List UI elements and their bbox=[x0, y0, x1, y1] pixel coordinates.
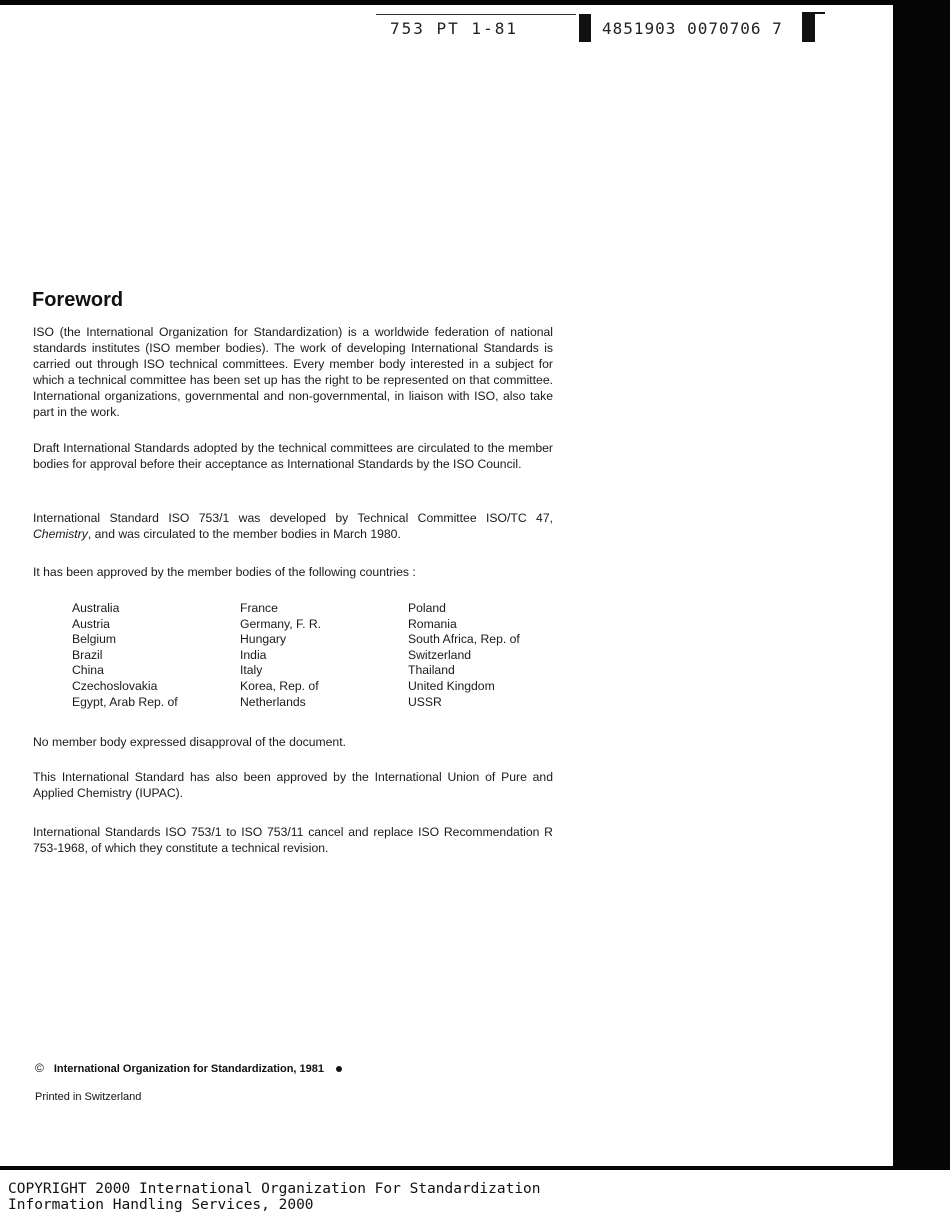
country-item: Poland bbox=[408, 601, 446, 615]
committee-name-italic: Chemistry bbox=[33, 527, 88, 541]
bullet-dot-icon bbox=[336, 1066, 342, 1072]
scan-bottom-edge bbox=[0, 1166, 950, 1170]
country-item: Austria bbox=[72, 616, 110, 631]
country-item: Australia bbox=[72, 601, 120, 615]
country-item: South Africa, Rep. of bbox=[408, 632, 520, 647]
footer-copyright-line: COPYRIGHT 2000 International Organization For Standardization bbox=[8, 1181, 541, 1197]
header-bar-mark bbox=[579, 14, 591, 42]
country-item: Belgium bbox=[72, 632, 117, 647]
country-item: Egypt, Arab Rep. of bbox=[72, 694, 178, 709]
header-code-left: 753 PT 1-81 bbox=[390, 19, 518, 38]
paragraph-cancel-replace: International Standards ISO 753/1 to ISO 753/11 cancel and replace ISO Recommendation R 753-1968, of which they constitute a technical revision. bbox=[33, 825, 553, 855]
country-item: France bbox=[240, 601, 278, 615]
paragraph-iupac: This International Standard has also been approved by the International Union of Pure and Applied Chemistry (IUPAC). bbox=[33, 770, 553, 800]
paragraph-approval-intro: It has been approved by the member bodies of the following countries : bbox=[33, 565, 416, 579]
header-code-right: 4851903 0070706 7 bbox=[602, 19, 783, 38]
country-item: USSR bbox=[408, 694, 442, 709]
country-item: India bbox=[240, 647, 267, 662]
countries-list bbox=[72, 601, 552, 710]
country-item: Czechoslovakia bbox=[72, 678, 158, 693]
country-item: China bbox=[72, 663, 104, 678]
document-footer bbox=[8, 1181, 541, 1213]
paragraph-development-end: , and was circulated to the member bodies in March 1980. bbox=[87, 527, 401, 541]
paragraph-no-disapproval: No member body expressed disapproval of the document. bbox=[33, 735, 346, 749]
header-bar-mark-cap bbox=[815, 12, 825, 14]
country-item: Netherlands bbox=[240, 694, 306, 709]
header-rule bbox=[376, 14, 576, 15]
printed-in-note: Printed in Switzerland bbox=[35, 1091, 142, 1103]
country-item: Korea, Rep. of bbox=[240, 678, 319, 693]
country-item: Brazil bbox=[72, 647, 103, 662]
country-item: Switzerland bbox=[408, 647, 471, 662]
page-title: Foreword bbox=[32, 289, 124, 311]
copyright-symbol: © bbox=[35, 1061, 44, 1075]
copyright-notice bbox=[35, 1061, 342, 1075]
paragraph-draft-standards: Draft International Standards adopted by the technical committees are circulated to the member bodies for approval before their acceptance as International Standards by the ISO Council. bbox=[33, 441, 553, 471]
header-bar-mark-right bbox=[802, 12, 815, 42]
country-item: Thailand bbox=[408, 663, 455, 678]
paragraph-development bbox=[33, 510, 553, 542]
countries-column-1 bbox=[72, 601, 240, 710]
country-item: United Kingdom bbox=[408, 678, 495, 693]
copyright-text: International Organization for Standardization, 1981 bbox=[53, 1063, 324, 1075]
paragraph-iso-intro: ISO (the International Organization for Standardization) is a worldwide federation of national standards institutes (ISO member bodies). The work of developing International Standards is carried out through ISO technical committees. Every member body interested in a subject for which a technical committee has been set up has the right to be represented on that committee. International organizations, governmental and non-governmental, in liaison with ISO, also take part in the work. bbox=[33, 325, 553, 419]
paragraph-development-start: International Standard ISO 753/1 was developed by Technical Committee ISO/TC 47, bbox=[33, 511, 553, 525]
country-item: Italy bbox=[240, 663, 263, 678]
footer-ihs-line: Information Handling Services, 2000 bbox=[8, 1197, 314, 1213]
country-item: Romania bbox=[408, 616, 457, 631]
countries-column-2 bbox=[240, 601, 408, 710]
country-item: Germany, F. R. bbox=[240, 616, 322, 631]
scan-top-edge bbox=[0, 0, 950, 5]
country-item: Hungary bbox=[240, 632, 287, 647]
countries-column-3 bbox=[408, 601, 568, 710]
scan-right-edge bbox=[893, 0, 950, 1170]
